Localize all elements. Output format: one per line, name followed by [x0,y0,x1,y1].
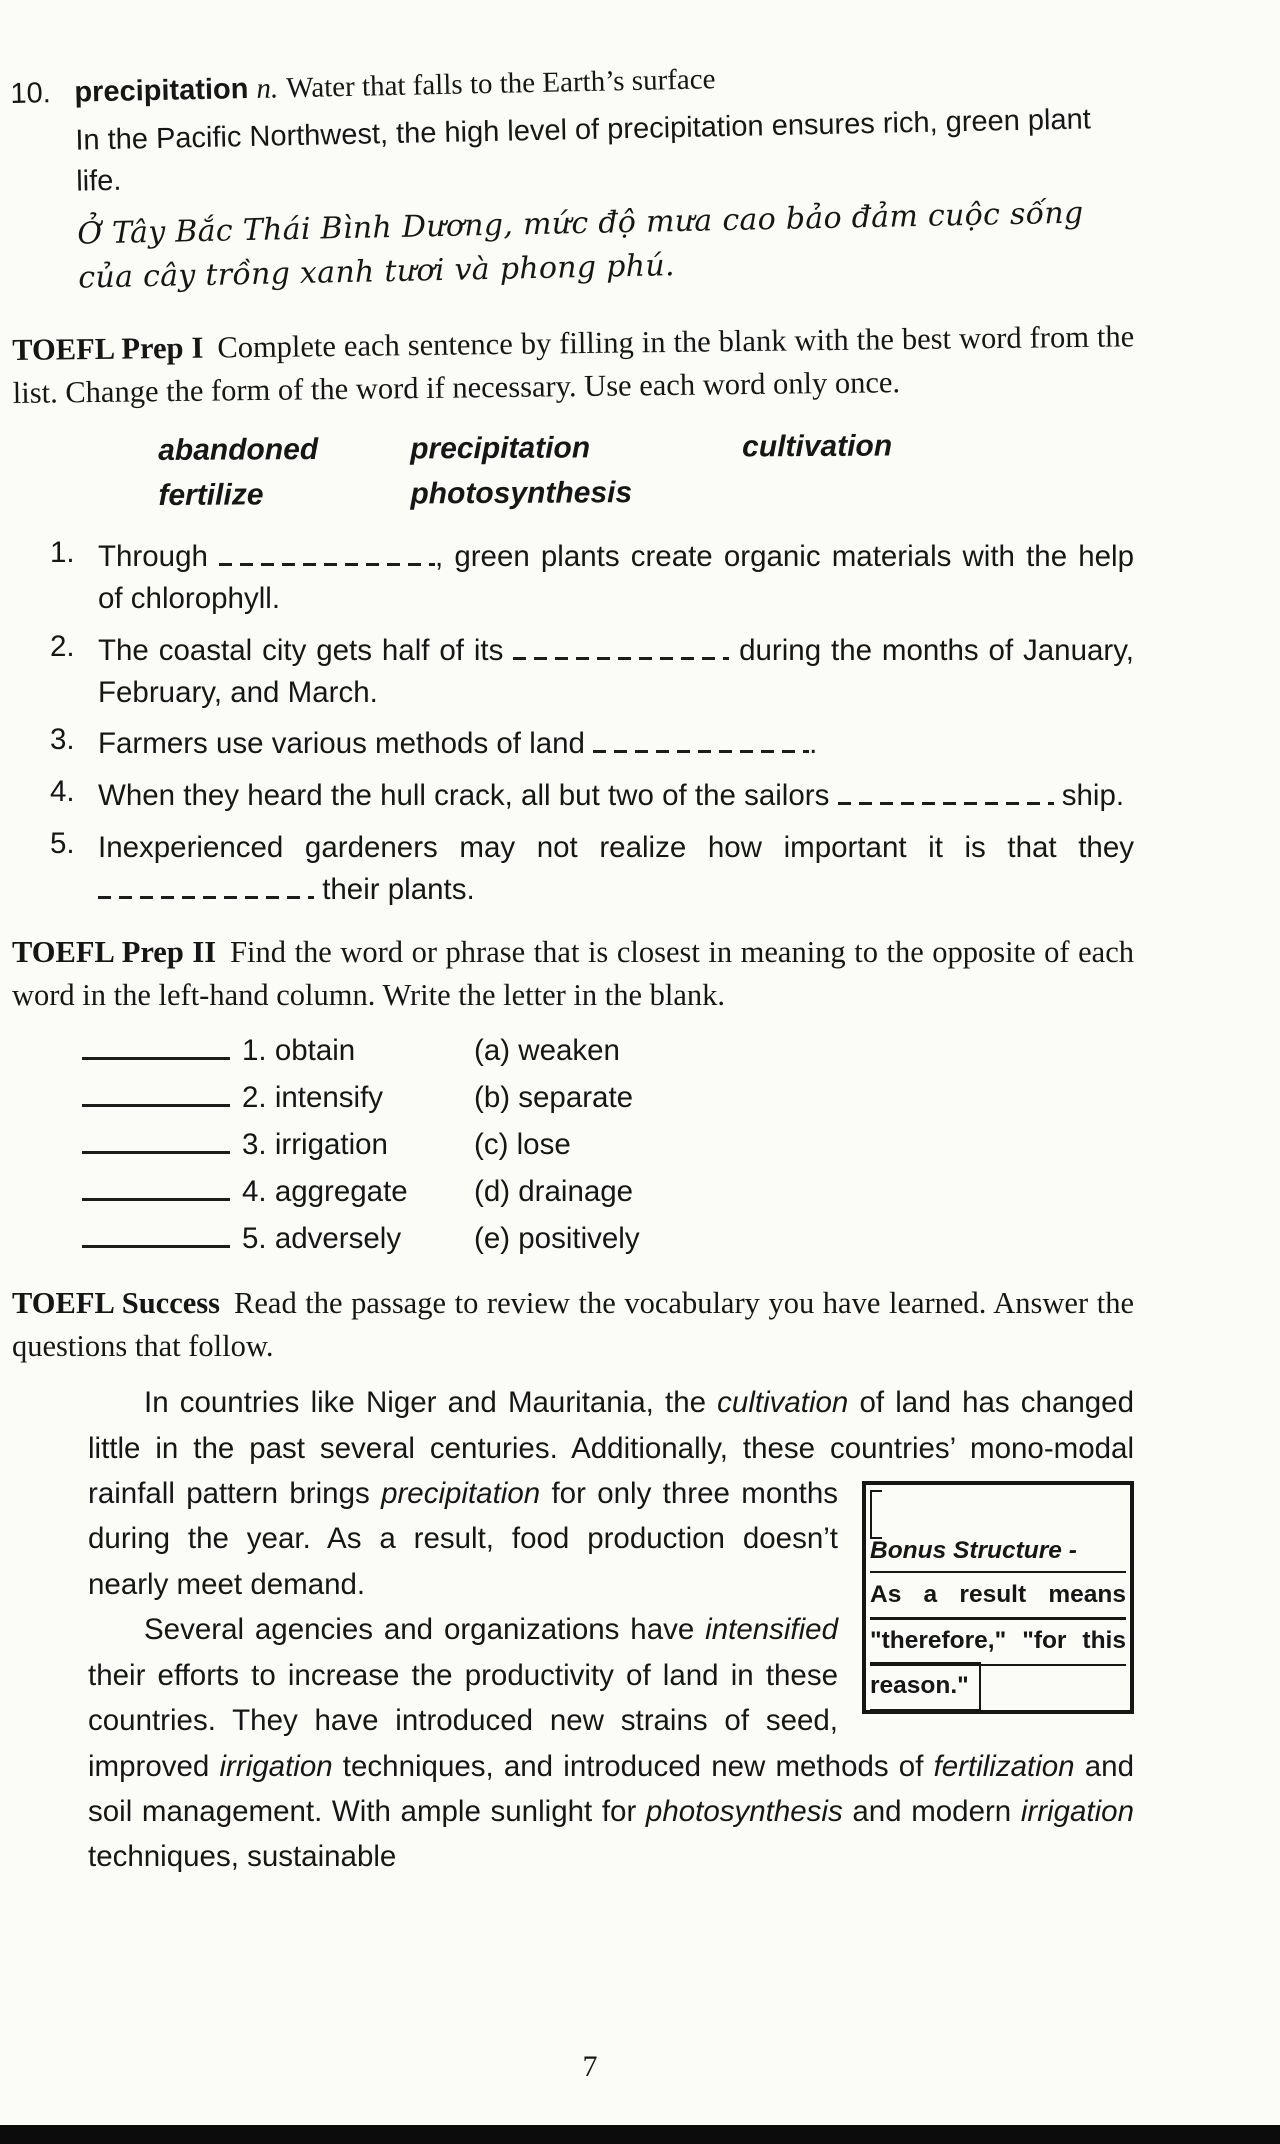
item-number: 5. [50,827,75,861]
fill-in-blank [838,780,1054,805]
bonus-structure-box [862,1481,1134,1714]
match-word: aggregate [274,1174,408,1208]
item-text [98,630,1134,714]
passage-keyword: cultivation [717,1386,849,1420]
item-text-pre: Through [98,539,219,573]
entry-example-sentence: In the Pacific Northwest, the high level of precipitation ensures rich, green plant life. [75,103,1092,198]
prep2-heading: TOEFL Prep II [12,934,217,969]
word-bank-word [742,467,1134,514]
match-right [474,1222,1134,1256]
passage-keyword: fertilization [933,1749,1075,1783]
word-bank-word: cultivation [742,429,893,464]
match-number: 4. [242,1174,267,1208]
word-bank [158,422,1135,518]
passage-text: In countries like Niger and Mauritania, the [144,1386,718,1420]
page-number: 7 [582,2050,598,2083]
match-row [82,1175,1134,1209]
bonus-box-text: means "therefore," "for this reason." [870,1581,1127,1700]
answer-blank [82,1224,230,1248]
item-text-pre: The coastal city gets half of its [98,633,514,667]
prep1-item [10,630,1134,714]
entry-number: 10. [10,77,52,110]
item-text-pre: Farmers use various methods of land [98,727,594,761]
match-right [474,1175,1134,1209]
item-number: 1. [50,535,75,569]
fill-in-blank [219,541,435,566]
option-letter: (c) [474,1127,509,1161]
option-word: drainage [518,1174,634,1208]
success-instructions [12,1282,1134,1369]
match-row [82,1128,1134,1162]
answer-blank [82,1036,230,1060]
fill-in-blank [513,635,729,660]
vocab-entry [10,50,1139,301]
prep1-instructions [12,316,1135,416]
passage-text: for only three [540,1476,742,1510]
option-word: positively [518,1221,640,1255]
passage-keyword: intensified [705,1613,838,1647]
passage-text: techniques, sustainable [88,1840,397,1874]
entry-definition: Water that falls to the Earth’s surface [285,63,716,105]
word-bank-row [158,422,1134,473]
item-text-post: ship. [1053,779,1125,813]
passage-text: and soil management. With ample sunlight for [88,1749,1134,1828]
prep2-matching-list [82,1034,1134,1256]
word-bank-word: photosynthesis [410,476,633,511]
prep1-heading: TOEFL Prep I [12,331,204,368]
match-right [474,1034,1134,1068]
item-text [98,723,1134,765]
item-text-post: , green plants create organic materials with the help of chlorophyll. [98,539,1134,615]
word-bank-word: fertilize [158,478,264,512]
match-row [82,1034,1134,1068]
match-right [474,1081,1134,1115]
word-bank-word: precipitation [410,431,591,466]
passage-text: and modern [842,1794,1021,1828]
passage-text: of land has changed little in the past several centuries. Additionally, these countries’ mono-modal rainfall pattern brings [88,1386,1135,1510]
prep1-item [10,536,1134,620]
option-letter: (a) [474,1033,511,1067]
fill-in-blank [593,728,809,753]
answer-blank [82,1083,230,1107]
passage-keyword: irrigation [219,1749,333,1783]
passage-text: their efforts to increase the productivity of land in these countries. They have introduced new strains of seed, improved [88,1658,838,1783]
item-number: 3. [50,723,75,757]
match-right [474,1128,1134,1162]
match-left [242,1128,474,1162]
word-bank-word: abandoned [158,432,319,467]
passage-keyword: precipitation [381,1476,541,1510]
entry-part-of-speech: n. [256,72,279,105]
match-row [82,1081,1134,1115]
prep1-instructions-text: Complete each sentence by filling in the blank with the best word from the list. Change the form of the word if necessary. Use each word only once. [12,319,1135,411]
match-number: 3. [242,1127,267,1161]
match-number: 5. [242,1221,267,1255]
entry-body [74,50,1139,300]
option-letter: (d) [474,1174,511,1208]
match-number: 1. [242,1033,267,1067]
item-text-post: during the months of January, February, and March. [98,633,1134,709]
success-heading: TOEFL Success [12,1285,221,1320]
success-instructions-text: Read the passage to review the vocabulary you have learned. Answer the questions that follow. [12,1285,1134,1363]
passage-keyword: irrigation [1020,1794,1134,1828]
item-text [98,775,1134,817]
match-number: 2. [242,1080,267,1114]
option-letter: (e) [474,1221,511,1255]
item-text [98,536,1134,620]
item-text-pre: When they heard the hull crack, all but two of the sailors [98,779,838,813]
answer-blank [82,1130,230,1154]
option-word: separate [518,1080,634,1114]
item-number: 4. [50,775,75,809]
passage-text: months during the year. As a result, food production doesn’t nearly meet demand. [88,1476,838,1601]
prep1-item [10,723,1134,765]
answer-blank [82,1177,230,1201]
reading-passage [88,1380,1134,1880]
match-word: irrigation [274,1127,388,1161]
match-left [242,1034,474,1068]
prep1-item [10,775,1134,817]
bonus-structure-box-inner [870,1490,1126,1711]
match-word: obtain [274,1033,356,1067]
entry-headword: precipitation [74,73,249,109]
match-left [242,1175,474,1209]
item-number: 2. [50,629,75,663]
prep2-instructions [12,931,1134,1018]
item-text [98,827,1134,911]
bonus-box-title: Bonus Structure - [870,1537,1077,1565]
scan-edge-artifact [0,2125,1280,2144]
entry-vietnamese-translation: Ở Tây Bắc Thái Bình Dương, mức độ mưa cao bảo đảm cuộc sống của cây trồng xanh tươi và phong phú. [77,195,1084,296]
bonus-box-term: As a result [870,1581,1027,1609]
item-text-pre: Inexperienced gardeners may not realize how important it is that they [98,831,1134,865]
word-bank-row [158,467,1134,518]
option-letter: (b) [474,1080,511,1114]
match-left [242,1081,474,1115]
item-text-post: . [809,727,818,761]
prep1-item [10,827,1134,911]
match-left [242,1222,474,1256]
fill-in-blank [98,874,314,899]
prep1-items [10,536,1134,911]
item-text-post: their plants. [314,873,475,907]
match-row [82,1222,1134,1256]
passage-text: techniques, and introduced new methods of [332,1749,934,1783]
prep2-instructions-text: Find the word or phrase that is closest in meaning to the opposite of each word in the left-hand column. Write the letter in the blank. [12,934,1134,1013]
passage-text: Several agencies and organizations have [144,1613,706,1647]
option-word: weaken [518,1033,620,1067]
passage-keyword: photosynthesis [645,1794,843,1828]
option-word: lose [516,1127,571,1161]
match-word: intensify [274,1080,384,1114]
match-word: adversely [274,1221,402,1255]
